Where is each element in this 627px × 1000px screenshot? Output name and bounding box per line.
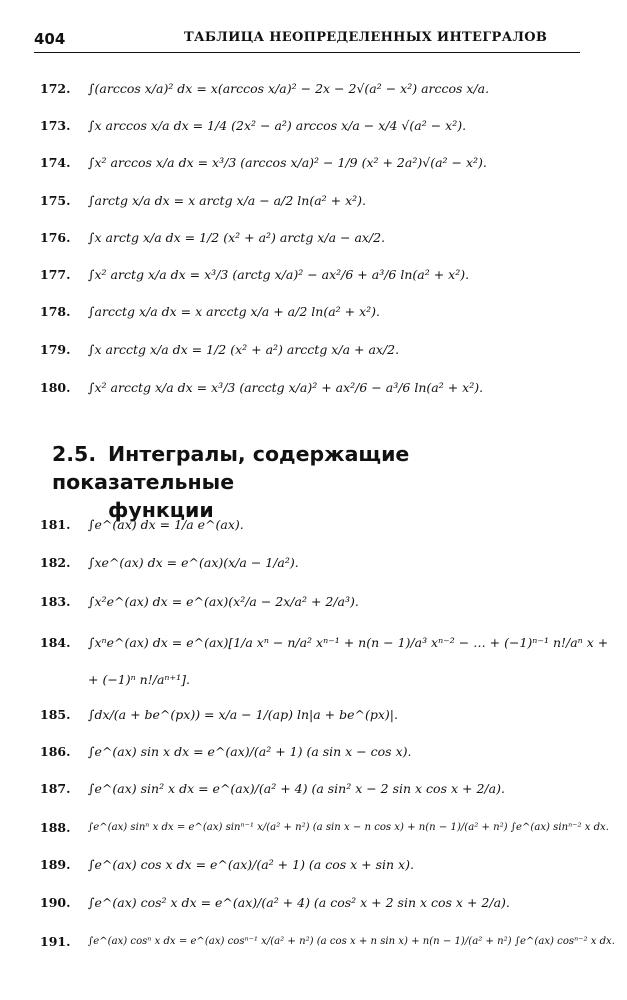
formula-number: 182. — [40, 554, 71, 570]
formula-number: 188. — [40, 819, 71, 835]
formula-174 — [40, 147, 487, 177]
formula-number: 172. — [40, 80, 71, 96]
page-header — [34, 30, 580, 53]
formula-number: 185. — [40, 706, 71, 722]
formula-175 — [40, 185, 366, 215]
formula-number: 187. — [40, 780, 71, 796]
formula-expression: ∫x²e^(ax) dx = e^(ax)(x²/a − 2x/a² + 2/a³). — [88, 593, 359, 609]
formula-179 — [40, 334, 399, 364]
formula-number: 176. — [40, 229, 71, 245]
formula-expression: ∫e^(ax) cosⁿ x dx = e^(ax) cosⁿ⁻¹ x/(a² + n²) (a cos x + n sin x) + n(n − 1)/(a² + n²) ∫e^(ax) cosⁿ⁻² x dx. — [88, 935, 615, 947]
formula-number: 183. — [40, 593, 71, 609]
formula-number: 181. — [40, 516, 71, 532]
formula-expression: ∫x arccos x/a dx = 1/4 (2x² − a²) arccos x/a − x/4 √(a² − x²). — [88, 117, 467, 133]
formula-187 — [40, 773, 505, 803]
formula-expression: ∫e^(ax) sinⁿ x dx = e^(ax) sinⁿ⁻¹ x/(a² + n²) (a sin x − n cos x) + n(n − 1)/(a² + n²) ∫e^(ax) sinⁿ⁻² x dx. — [88, 821, 609, 833]
formula-177 — [40, 259, 469, 289]
formula-number: 189. — [40, 856, 71, 872]
formula-number: 179. — [40, 341, 71, 357]
formula-181 — [40, 509, 244, 539]
formula-190 — [40, 887, 510, 917]
formula-188 — [40, 812, 609, 842]
formula-expression: ∫e^(ax) dx = 1/a e^(ax). — [88, 516, 244, 532]
formula-191 — [40, 926, 615, 956]
formula-number: 190. — [40, 894, 71, 910]
formula-expression: ∫e^(ax) sin² x dx = e^(ax)/(a² + 4) (a sin² x − 2 sin x cos x + 2/a). — [88, 780, 505, 796]
formula-number: 178. — [40, 303, 71, 319]
formula-expression: ∫arcctg x/a dx = x arcctg x/a + a/2 ln(a² + x²). — [88, 303, 380, 319]
formula-expression: + (−1)ⁿ n!/aⁿ⁺¹]. — [88, 671, 190, 687]
section-title-line1: Интегралы, содержащие показательные — [52, 442, 410, 494]
formula-176 — [40, 222, 385, 252]
formula-184-continuation — [88, 664, 190, 694]
formula-number: 175. — [40, 192, 71, 208]
section-title-line2: функции — [108, 498, 214, 522]
formula-expression: ∫x² arccos x/a dx = x³/3 (arccos x/a)² − 1/9 (x² + 2a²)√(a² − x²). — [88, 154, 487, 170]
formula-expression: ∫e^(ax) sin x dx = e^(ax)/(a² + 1) (a sin x − cos x). — [88, 743, 412, 759]
formula-expression: ∫x² arctg x/a dx = x³/3 (arctg x/a)² − ax²/6 + a³/6 ln(a² + x²). — [88, 266, 470, 282]
formula-expression: ∫x² arcctg x/a dx = x³/3 (arcctg x/a)² + ax²/6 − a³/6 ln(a² + x²). — [88, 379, 484, 395]
formula-expression: ∫e^(ax) cos² x dx = e^(ax)/(a² + 4) (a cos² x + 2 sin x cos x + 2/a). — [88, 894, 510, 910]
page-number: 404 — [34, 30, 66, 48]
formula-number: 186. — [40, 743, 71, 759]
formula-expression: ∫x arcctg x/a dx = 1/2 (x² + a²) arcctg x/a + ax/2. — [88, 341, 400, 357]
formula-expression: ∫e^(ax) cos x dx = e^(ax)/(a² + 1) (a cos x + sin x). — [88, 856, 414, 872]
formula-expression: ∫xⁿe^(ax) dx = e^(ax)[1/a xⁿ − n/a² xⁿ⁻¹ + n(n − 1)/a³ xⁿ⁻² − … + (−1)ⁿ⁻¹ n!/aⁿ x + — [88, 634, 609, 650]
formula-number: 177. — [40, 266, 71, 282]
formula-180 — [40, 372, 483, 402]
formula-expression: ∫x arctg x/a dx = 1/2 (x² + a²) arctg x/a − ax/2. — [88, 229, 386, 245]
formula-172 — [40, 73, 489, 103]
formula-expression: ∫(arccos x/a)² dx = x(arccos x/a)² − 2x − 2√(a² − x²) arccos x/a. — [88, 80, 490, 96]
formula-189 — [40, 849, 414, 879]
formula-number: 180. — [40, 379, 71, 395]
section-number: 2.5. — [52, 442, 97, 466]
formula-186 — [40, 736, 411, 766]
formula-182 — [40, 547, 299, 577]
running-title: ТАБЛИЦА НЕОПРЕДЕЛЕННЫХ ИНТЕГРАЛОВ — [184, 30, 548, 45]
formula-expression: ∫arctg x/a dx = x arctg x/a − a/2 ln(a² + x²). — [88, 192, 366, 208]
formula-number: 191. — [40, 933, 71, 949]
formula-number: 174. — [40, 154, 71, 170]
formula-173 — [40, 110, 466, 140]
formula-number: 184. — [40, 634, 71, 650]
formula-178 — [40, 296, 380, 326]
formula-expression: ∫xe^(ax) dx = e^(ax)(x/a − 1/a²). — [88, 554, 299, 570]
formula-184 — [40, 627, 608, 657]
formula-expression: ∫dx/(a + be^(px)) = x/a − 1/(ap) ln|a + be^(px)|. — [88, 706, 398, 722]
formula-number: 173. — [40, 117, 71, 133]
formula-185 — [40, 699, 398, 729]
formula-183 — [40, 586, 359, 616]
